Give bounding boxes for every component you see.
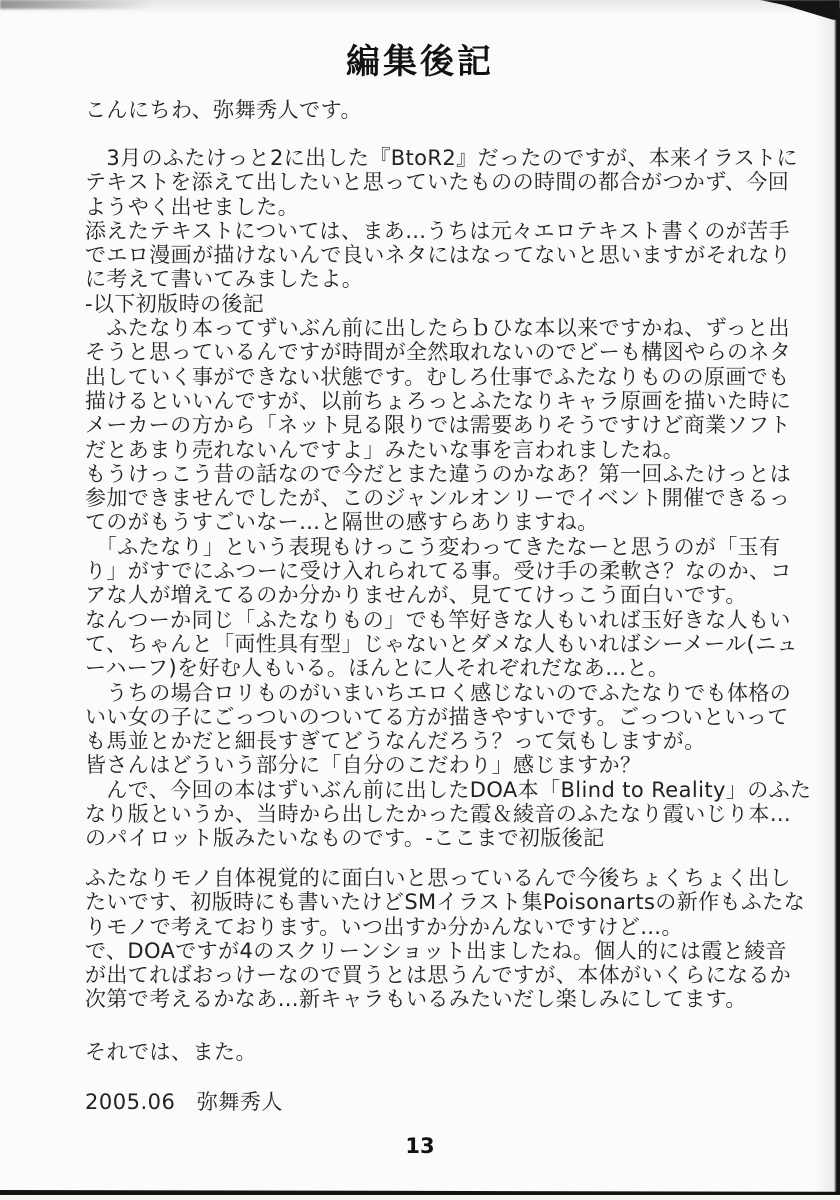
text-line: だとあまり売れないんですよ」みたいな事を言われましたね。 [85,437,685,462]
scan-top-edge-shadow [0,0,180,9]
text-line: 「ふたなり」という表現もけっこう変わってきたなーと思うのが「玉有 [85,534,781,559]
text-line: メーカーの方から「ネット見る限りでは需要ありそうですけど商業ソフト [85,413,791,438]
text-line: でエロ漫画が描けないんで良いネタにはなってないと思いますがそれなり [85,243,792,268]
date-signature-line: 2005.06 弥舞秀人 [85,1090,283,1114]
afterword-body-block-2 [85,866,806,1012]
text-line: で、DOAですが4のスクリーンショット出ましたね。個人的には霞と綾音 [85,938,787,963]
text-line: 添えたテキストについては、まあ…うちは元々エロテキスト書くのが苦手 [85,218,790,243]
text-line: そうと思っているんですが時間が全然取れないのでどーも構図やらのネタ [85,340,792,365]
greeting-line: こんにちわ、弥舞秀人です。 [85,98,362,122]
text-line: 参加できませんでしたが、このジャンルオンリーでイベント開催できるっ [85,486,791,511]
text-line: 皆さんはどういう部分に「自分のこだわり」感じますか？ [85,753,642,778]
text-line: アな人が増えてるのか分かりませんが、見ててけっこう面白いです。 [85,583,747,608]
text-line: -以下初版時の後記 [85,291,265,316]
text-line: なり版というか、当時から出したかった霞＆綾音のふたなり霞いじり本… [85,802,792,827]
text-line: 出していく事ができない状態です。むしろ仕事でふたなりものの原画でも [85,364,790,389]
text-line: のパイロット版みたいなものです。-ここまで初版後記 [85,826,605,851]
text-line: 描けるといいんですが、以前ちょろっとふたなりキャラ原画を描いた時に [85,388,792,413]
text-line: が出てればおっけーなので買うとは思うんですが、本体がいくらになるか [85,963,792,988]
text-line: なんつーか同じ「ふたなりもの」でも竿好きな人もいれば玉好きな人もい [85,607,791,632]
text-line: て、ちゃんと「両性具有型」じゃないとダメな人もいればシーメール(ニュ [85,631,798,656]
text-line: りモノで考えております。いつ出すか分かんないですけど…。 [85,914,683,939]
text-line: うちの場合ロリものがいまいちエロく感じないのでふたなりでも体格の [85,680,792,705]
closing-line: それでは、また。 [85,1040,257,1064]
text-line: ーハーフ)を好む人もいる。ほんとに人それぞれだなあ…と。 [85,656,670,681]
text-line: に考えて書いてみましたよ。 [85,267,364,292]
page-title: 編集後記 [346,42,494,82]
text-line: ふたなり本ってずいぶん前に出したらｂひな本以来ですかね、ずっと出 [85,316,790,341]
text-line: んで、今回の本はずいぶん前に出したDOA本「Blind to Reality」のふた [85,777,812,802]
text-line: 3月のふたけっと2に出した『BtoR2』だったのですが、本来イラストに [85,146,798,170]
text-line: ふたなりモノ自体視覚的に面白いと思っているんで今後ちょくちょく出し [85,866,791,890]
text-line: てのがもうすごいなー…と隔世の感すらありますね。 [85,510,599,535]
scan-right-edge-shadow [834,8,840,1200]
scan-corner-shadow-top-right [760,0,840,20]
text-line: ようやく出せました。 [85,194,299,219]
text-line: テキストを添えて出したいと思っていたものの時間の都合がつかず、今回 [85,170,790,195]
page-number: 13 [405,1134,435,1158]
text-line: いい女の子にごっついのついてる方が描きやすいです。ごっついといって [85,704,789,729]
text-line: り」がすでにふつーに受け入れられてる事。受け手の柔軟さ？なのか、コ [85,559,792,584]
text-line: もうけっこう昔の話なので今だとまた違うのかなあ？第一回ふたけっとは [85,461,792,486]
text-line: たいです、初版時にも書いたけどSMイラスト集Poisonartsの新作もふたな [85,890,806,915]
scan-bottom-margin [0,1195,840,1200]
text-line: も馬並とかだと細長すぎてどうなんだろう？って気もしますが。 [85,729,706,754]
afterword-body-block-1 [85,146,812,851]
text-line: 次第で考えるかなあ…新キャラもいるみたいだし楽しみにしてます。 [85,987,747,1012]
